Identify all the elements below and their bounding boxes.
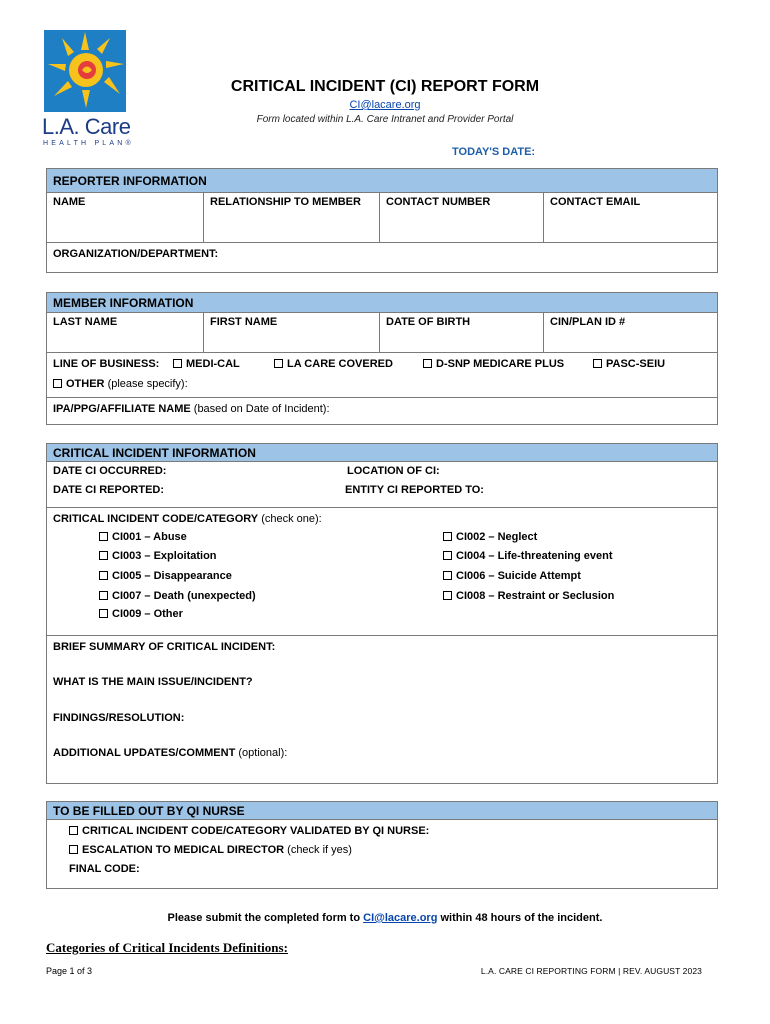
ipa-note: (based on Date of Incident): [193, 403, 330, 415]
checkbox-icon [99, 609, 108, 618]
dob-field[interactable] [379, 313, 543, 352]
code-row [47, 508, 717, 636]
code-label-text: CI007 – Death (unexpected) [112, 590, 256, 602]
contact-number-label: CONTACT NUMBER [386, 196, 491, 208]
name-label: NAME [53, 196, 86, 208]
cin-field[interactable] [543, 313, 719, 352]
checkbox-icon [423, 359, 432, 368]
submit-email-link[interactable]: CI@lacare.org [363, 912, 438, 924]
main-issue-label: WHAT IS THE MAIN ISSUE/INCIDENT? [53, 676, 253, 688]
dob-label: DATE OF BIRTH [386, 316, 471, 328]
contact-email-field[interactable] [543, 193, 719, 242]
checkbox-icon [593, 359, 602, 368]
lob-option-label: D-SNP MEDICARE PLUS [436, 358, 565, 370]
submit-before: Please submit the completed form to [167, 912, 364, 924]
qi-section [46, 801, 718, 889]
checkbox-icon [99, 532, 108, 541]
code-ci002-checkbox[interactable] [443, 531, 537, 543]
contact-email-label: CONTACT EMAIL [550, 196, 641, 208]
code-label-text: CI006 – Suicide Attempt [456, 570, 581, 582]
entity-label: ENTITY CI REPORTED TO: [345, 484, 484, 496]
lob-dsnp-checkbox[interactable] [423, 358, 564, 370]
code-label-text: CI004 – Life-threatening event [456, 550, 613, 562]
qi-escalation-label: ESCALATION TO MEDICAL DIRECTOR [82, 844, 285, 856]
lob-other-checkbox[interactable] [53, 378, 188, 390]
checkbox-icon [99, 591, 108, 600]
checkbox-icon [99, 551, 108, 560]
code-ci008-checkbox[interactable] [443, 590, 614, 602]
submit-instruction [0, 912, 770, 924]
name-field[interactable] [47, 193, 203, 242]
incident-dates-row [47, 462, 717, 508]
incident-heading: CRITICAL INCIDENT INFORMATION [47, 444, 717, 462]
code-ci007-checkbox[interactable] [99, 590, 256, 602]
summary-row[interactable] [47, 636, 717, 783]
code-note: (check one): [261, 513, 322, 525]
reporter-section [46, 168, 718, 273]
lob-option-label: LA CARE COVERED [287, 358, 393, 370]
form-title: CRITICAL INCIDENT (CI) REPORT FORM [230, 78, 540, 95]
qi-row [47, 820, 717, 888]
relationship-label: RELATIONSHIP TO MEMBER [210, 196, 361, 208]
page-number: Page 1 of 3 [46, 966, 93, 976]
summary-label: BRIEF SUMMARY OF CRITICAL INCIDENT: [53, 641, 276, 653]
checkbox-icon [274, 359, 283, 368]
code-ci004-checkbox[interactable] [443, 550, 613, 562]
lob-row [47, 353, 717, 398]
code-label-text: CI001 – Abuse [112, 531, 187, 543]
date-reported-label: DATE CI REPORTED: [53, 484, 165, 496]
lob-medi-cal-checkbox[interactable] [173, 358, 240, 370]
checkbox-icon [443, 591, 452, 600]
relationship-field[interactable] [203, 193, 379, 242]
updates-note: (optional): [238, 747, 288, 759]
lob-pasc-seiu-checkbox[interactable] [593, 358, 665, 370]
code-ci009-checkbox[interactable] [99, 608, 183, 620]
qi-validated-checkbox[interactable] [69, 825, 429, 837]
code-label-text: CI005 – Disappearance [112, 570, 232, 582]
lob-la-care-covered-checkbox[interactable] [274, 358, 393, 370]
findings-label: FINDINGS/RESOLUTION: [53, 712, 185, 724]
reporter-heading: REPORTER INFORMATION [47, 169, 717, 193]
code-label-text: CI002 – Neglect [456, 531, 538, 543]
updates-label: ADDITIONAL UPDATES/COMMENT [53, 747, 236, 759]
last-name-field[interactable] [47, 313, 203, 352]
other-note: (please specify): [107, 378, 188, 390]
code-label-text: CI009 – Other [112, 608, 183, 620]
logo-name: L.A. Care [42, 114, 131, 139]
qi-escalation-note: (check if yes) [287, 844, 352, 856]
first-name-field[interactable] [203, 313, 379, 352]
contact-number-field[interactable] [379, 193, 543, 242]
lob-option-label: MEDI-CAL [186, 358, 240, 370]
logo-subtitle: HEALTH PLAN® [43, 140, 134, 147]
code-label-text: CI008 – Restraint or Seclusion [456, 590, 615, 602]
checkbox-icon [99, 571, 108, 580]
definitions-title: Categories of Critical Incidents Definitions: [46, 940, 288, 955]
checkbox-icon [443, 571, 452, 580]
location-label: LOCATION OF CI: [347, 465, 440, 477]
code-label: CRITICAL INCIDENT CODE/CATEGORY [53, 513, 259, 525]
last-name-label: LAST NAME [53, 316, 118, 328]
other-label: OTHER [66, 378, 105, 390]
qi-validated-label: CRITICAL INCIDENT CODE/CATEGORY VALIDATED BY QI NURSE: [82, 825, 430, 837]
checkbox-icon [69, 826, 78, 835]
cin-label: CIN/PLAN ID # [550, 316, 626, 328]
checkbox-icon [69, 845, 78, 854]
header-note: Form located within L.A. Care Intranet and Provider Portal [256, 114, 514, 125]
member-fields-row [47, 313, 717, 353]
ipa-row[interactable] [47, 398, 717, 424]
final-code-label: FINAL CODE: [69, 863, 140, 875]
checkbox-icon [173, 359, 182, 368]
qi-escalation-checkbox[interactable] [69, 844, 352, 856]
member-heading: MEMBER INFORMATION [47, 293, 717, 313]
org-label: ORGANIZATION/DEPARTMENT: [53, 248, 219, 260]
lob-label: LINE OF BUSINESS: [53, 358, 160, 370]
footer-form-rev: L.A. CARE CI REPORTING FORM | REV. AUGUST 2023 [480, 966, 702, 976]
todays-date-label: TODAY'S DATE: [452, 146, 536, 158]
header-email-link[interactable]: CI@lacare.org [349, 99, 421, 111]
org-row[interactable] [47, 243, 717, 272]
code-ci005-checkbox[interactable] [99, 570, 232, 582]
checkbox-icon [443, 551, 452, 560]
lob-option-label: PASC-SEIU [606, 358, 666, 370]
reporter-fields-row [47, 193, 717, 243]
checkbox-icon [53, 379, 62, 388]
first-name-label: FIRST NAME [210, 316, 278, 328]
submit-after: within 48 hours of the incident. [437, 912, 603, 924]
code-ci006-checkbox[interactable] [443, 570, 581, 582]
member-section [46, 292, 718, 425]
code-label-text: CI003 – Exploitation [112, 550, 217, 562]
ipa-label: IPA/PPG/AFFILIATE NAME [53, 403, 191, 415]
code-ci001-checkbox[interactable] [99, 531, 187, 543]
checkbox-icon [443, 532, 452, 541]
qi-heading: TO BE FILLED OUT BY QI NURSE [47, 802, 717, 820]
incident-section [46, 443, 718, 784]
code-ci003-checkbox[interactable] [99, 550, 217, 562]
date-occurred-label: DATE CI OCCURRED: [53, 465, 167, 477]
